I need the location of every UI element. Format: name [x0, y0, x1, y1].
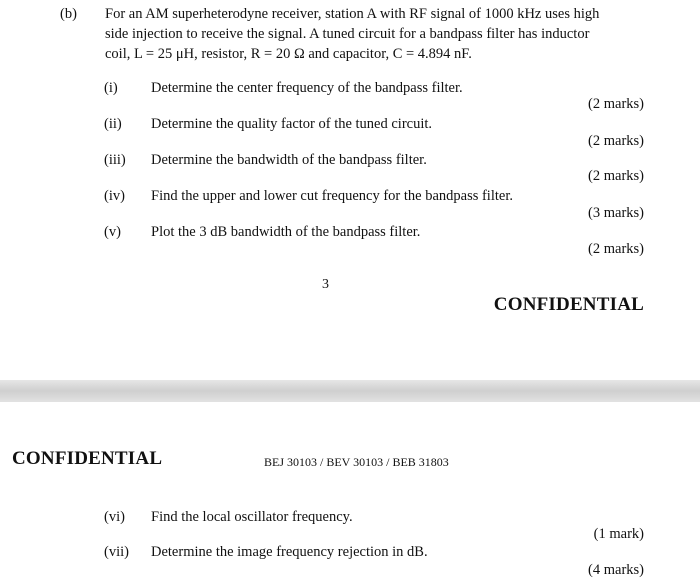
question-label-vii: (vii) [104, 544, 129, 560]
page-number: 3 [322, 277, 329, 292]
part-label-b: (b) [60, 6, 77, 22]
question-label-i: (i) [104, 80, 118, 96]
question-label-vi: (vi) [104, 509, 125, 525]
question-text-vii: Determine the image frequency rejection in dB. [151, 544, 428, 560]
question-marks-i: (2 marks) [588, 96, 644, 112]
question-label-v: (v) [104, 224, 121, 240]
question-text-i: Determine the center frequency of the bandpass filter. [151, 80, 463, 96]
question-marks-vi: (1 mark) [593, 526, 644, 542]
question-text-vi: Find the local oscillator frequency. [151, 509, 353, 525]
question-label-iv: (iv) [104, 188, 125, 204]
question-marks-ii: (2 marks) [588, 133, 644, 149]
header-confidential: CONFIDENTIAL [12, 448, 163, 469]
question-marks-iii: (2 marks) [588, 168, 644, 184]
question-marks-v: (2 marks) [588, 241, 644, 257]
question-label-ii: (ii) [104, 116, 122, 132]
footer-confidential: CONFIDENTIAL [493, 294, 644, 315]
question-text-ii: Determine the quality factor of the tuned circuit. [151, 116, 433, 132]
intro-line-3: coil, L = 25 μH, resistor, R = 20 Ω and capacitor, C = 4.894 nF. [105, 46, 472, 62]
question-text-v: Plot the 3 dB bandwidth of the bandpass filter. [151, 224, 421, 240]
page-separator [0, 380, 700, 402]
intro-line-2: side injection to receive the signal. A tuned circuit for a bandpass filter has inductor [105, 26, 590, 42]
intro-line-1: For an AM superheterodyne receiver, station A with RF signal of 1000 kHz uses high [105, 6, 600, 22]
question-label-iii: (iii) [104, 152, 126, 168]
question-marks-vii: (4 marks) [588, 562, 644, 578]
question-text-iii: Determine the bandwidth of the bandpass filter. [151, 152, 427, 168]
question-marks-iv: (3 marks) [588, 205, 644, 221]
course-codes: BEJ 30103 / BEV 30103 / BEB 31803 [264, 455, 449, 469]
question-text-iv: Find the upper and lower cut frequency for the bandpass filter. [151, 188, 513, 204]
